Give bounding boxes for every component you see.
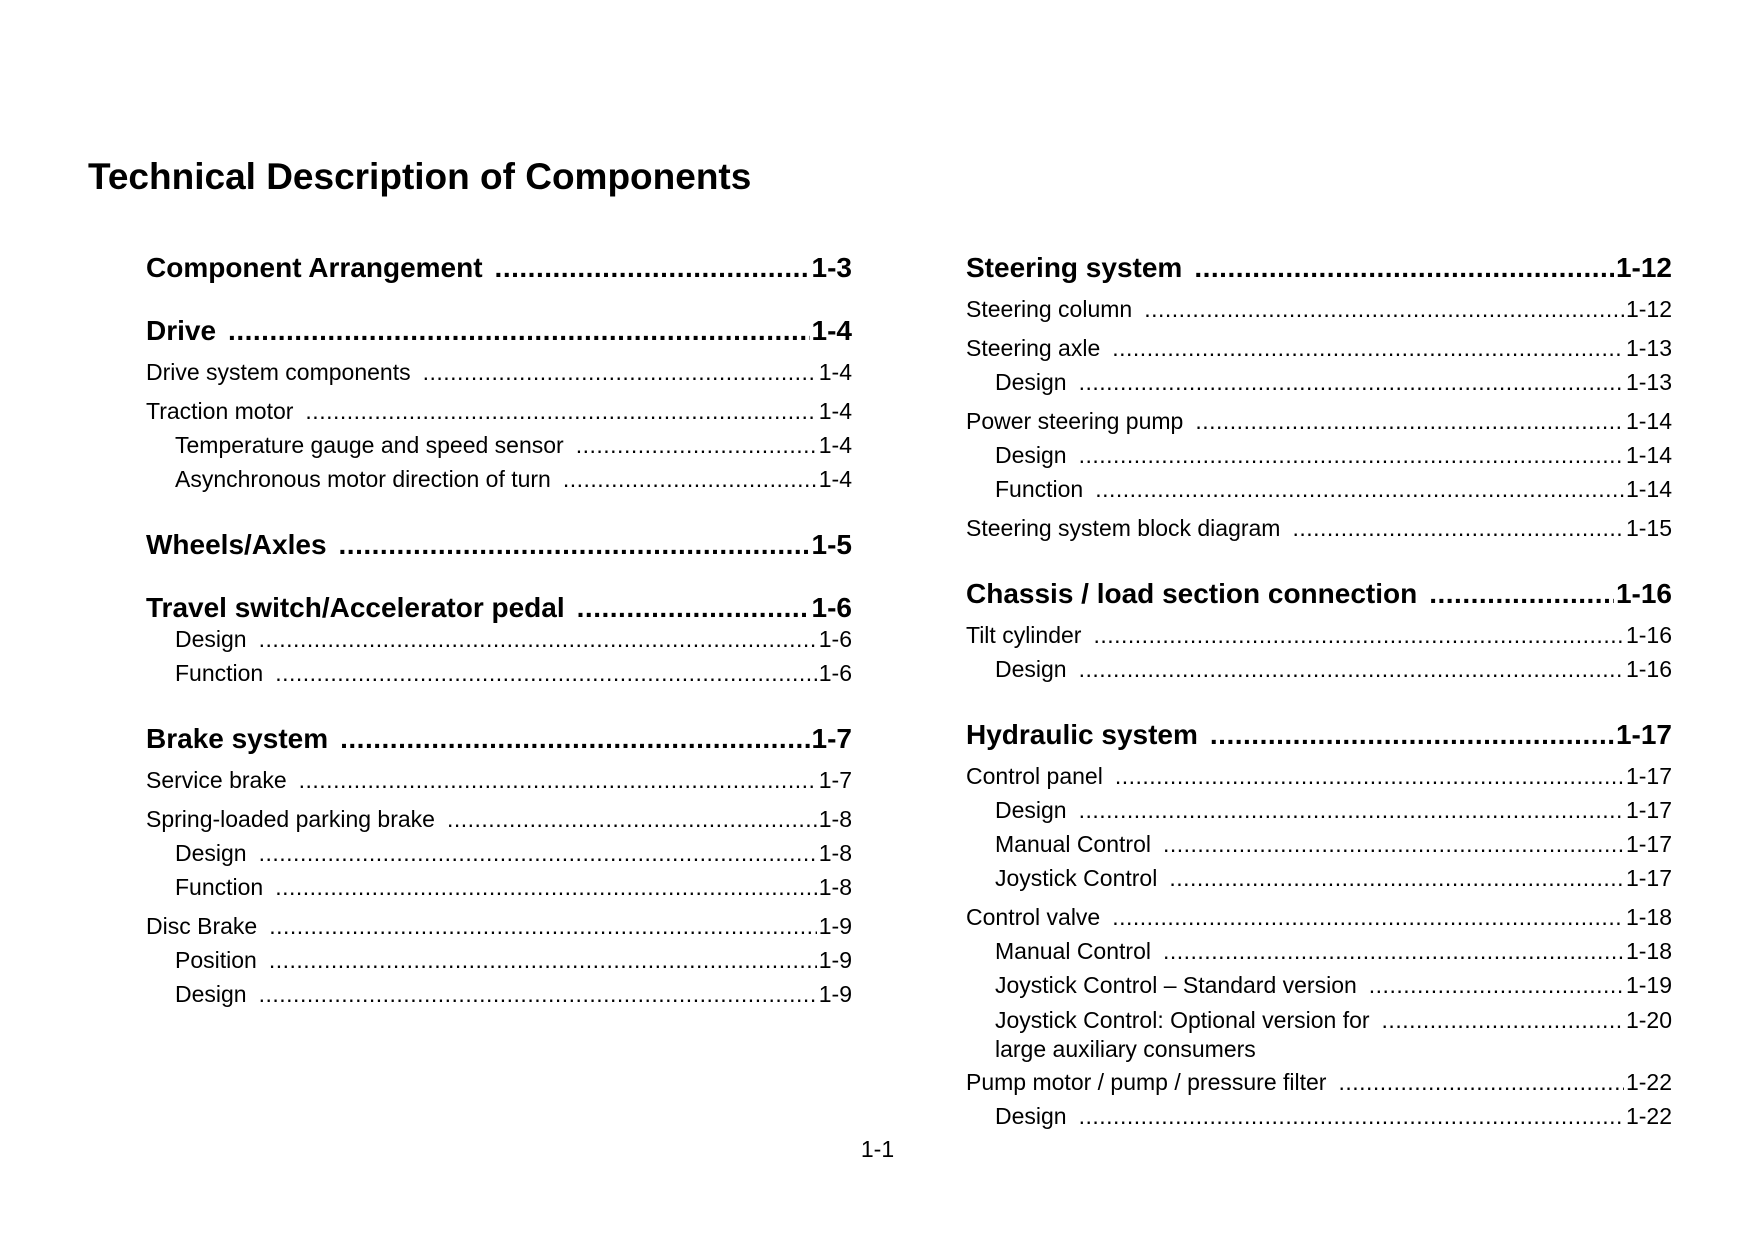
dot-leader (1292, 515, 1623, 542)
toc-entry[interactable] (146, 626, 852, 660)
toc-entry-page: 1-7 (811, 723, 852, 754)
toc-entry[interactable] (146, 767, 852, 801)
toc-entry-title: Drive system components (146, 359, 411, 385)
dot-leader (269, 913, 817, 940)
toc-entry-page: 1-4 (811, 315, 852, 346)
toc-entry[interactable] (146, 981, 852, 1015)
toc-entry-title: Design (175, 626, 247, 652)
toc-entry-page: 1-9 (818, 981, 852, 1007)
dot-leader (1338, 1069, 1623, 1096)
toc-entry-title: Control valve (966, 904, 1101, 930)
toc-entry-title-line2: large auxiliary consumers (995, 1036, 1256, 1062)
toc-entry-title: Temperature gauge and speed sensor (175, 432, 564, 458)
toc-entry-page: 1-16 (1615, 578, 1672, 609)
dot-leader (1079, 656, 1624, 683)
toc-entry-page: 1-8 (818, 874, 852, 900)
toc-left-column (146, 252, 852, 1015)
toc-entry-title: Design (995, 1103, 1067, 1129)
toc-entry-title: Power steering pump (966, 408, 1184, 434)
dot-leader (576, 432, 817, 459)
toc-entry-page: 1-14 (1625, 442, 1672, 468)
dot-leader (1115, 763, 1624, 790)
toc-entry-page: 1-12 (1625, 296, 1672, 322)
toc-entry-title: Hydraulic system (966, 719, 1198, 750)
dot-leader (269, 947, 817, 974)
toc-entry-title: Tilt cylinder (966, 622, 1082, 648)
dot-leader (259, 840, 817, 867)
dot-leader (447, 806, 817, 833)
toc-entry-title: Function (175, 874, 264, 900)
toc-entry[interactable] (966, 622, 1672, 656)
toc-entry-title: Function (995, 476, 1084, 502)
dot-leader (1079, 797, 1624, 824)
dot-leader (275, 660, 817, 687)
dot-leader (339, 529, 810, 561)
toc-entry[interactable] (146, 947, 852, 981)
toc-entry-title: Travel switch/Accelerator pedal (146, 592, 565, 623)
dot-leader (1382, 1007, 1624, 1034)
toc-entry[interactable] (146, 806, 852, 840)
dot-leader (1169, 865, 1624, 892)
toc-entry[interactable] (146, 660, 852, 694)
toc-entry-page: 1-4 (818, 466, 852, 492)
toc-entry-title: Steering system block diagram (966, 515, 1281, 541)
toc-entry-page: 1-4 (818, 359, 852, 385)
toc-entry-page: 1-13 (1625, 369, 1672, 395)
toc-entry[interactable] (966, 335, 1672, 369)
toc-entry[interactable] (966, 656, 1672, 690)
dot-leader (228, 315, 809, 347)
toc-entry-title: Design (175, 981, 247, 1007)
dot-leader (1210, 719, 1614, 751)
dot-leader (423, 359, 817, 386)
dot-leader (563, 466, 817, 493)
dot-leader (1093, 622, 1624, 649)
toc-entry-title-wrap (995, 1006, 1370, 1064)
toc-entry[interactable] (146, 874, 852, 908)
toc-entry-title: Spring-loaded parking brake (146, 806, 435, 832)
dot-leader (1429, 578, 1614, 610)
toc-entry[interactable] (146, 466, 852, 500)
toc-entry-page: 1-15 (1625, 515, 1672, 541)
toc-entry-title: Pump motor / pump / pressure filter (966, 1069, 1327, 1095)
page-number: 1-1 (860, 1136, 895, 1162)
toc-entry-page: 1-16 (1625, 622, 1672, 648)
toc-entry[interactable] (966, 938, 1672, 972)
toc-entry-title: Design (175, 840, 247, 866)
toc-entry-page: 1-4 (818, 398, 852, 424)
toc-entry-page: 1-8 (818, 806, 852, 832)
toc-entry[interactable] (146, 529, 852, 563)
dot-leader (1144, 296, 1624, 323)
toc-entry[interactable] (146, 398, 852, 432)
toc-entry[interactable] (146, 432, 852, 466)
dot-leader (1079, 442, 1624, 469)
toc-entry-title: Service brake (146, 767, 287, 793)
toc-entry-title: Manual Control (995, 938, 1151, 964)
toc-entry-title: Steering axle (966, 335, 1101, 361)
toc-entry-title: Brake system (146, 723, 329, 754)
dot-leader (1112, 904, 1624, 931)
dot-leader (1163, 831, 1624, 858)
toc-entry-page: 1-12 (1615, 252, 1672, 283)
toc-entry[interactable] (966, 904, 1672, 938)
toc-entry-page: 1-22 (1625, 1103, 1672, 1129)
dot-leader (1369, 972, 1624, 999)
dot-leader (275, 874, 817, 901)
toc-entry-page: 1-13 (1625, 335, 1672, 361)
toc-entry-title: Design (995, 442, 1067, 468)
toc-entry-title: Joystick Control: Optional version for (995, 1007, 1370, 1033)
dot-leader (1195, 408, 1624, 435)
toc-entry-title: Position (175, 947, 257, 973)
toc-entry-page: 1-6 (818, 626, 852, 652)
toc-entry-title: Function (175, 660, 264, 686)
toc-entry-title: Component Arrangement (146, 252, 483, 283)
toc-entry[interactable] (146, 315, 852, 349)
toc-entry[interactable] (146, 359, 852, 393)
toc-entry-title: Joystick Control (995, 865, 1158, 891)
toc-entry[interactable] (966, 442, 1672, 476)
toc-entry-page: 1-14 (1625, 476, 1672, 502)
toc-entry-page: 1-4 (818, 432, 852, 458)
toc-entry-title: Design (995, 369, 1067, 395)
toc-entry[interactable] (146, 592, 852, 626)
toc-entry-page: 1-5 (811, 529, 852, 560)
toc-entry[interactable] (966, 1103, 1672, 1137)
toc-entry-page: 1-18 (1625, 904, 1672, 930)
toc-entry-page: 1-17 (1625, 797, 1672, 823)
dot-leader (305, 398, 816, 425)
toc-entry[interactable] (146, 913, 852, 947)
dot-leader (1079, 369, 1624, 396)
toc-entry[interactable] (966, 972, 1672, 1006)
toc-entry-page: 1-6 (818, 660, 852, 686)
dot-leader (299, 767, 817, 794)
toc-entry[interactable] (146, 252, 852, 286)
toc-entry-page: 1-8 (818, 840, 852, 866)
toc-entry-title: Design (995, 797, 1067, 823)
toc-entry-title: Disc Brake (146, 913, 258, 939)
toc-entry-title: Steering column (966, 296, 1133, 322)
toc-entry-page: 1-17 (1625, 831, 1672, 857)
toc-entry-title: Steering system (966, 252, 1183, 283)
toc-entry-title: Manual Control (995, 831, 1151, 857)
toc-entry-page: 1-22 (1625, 1069, 1672, 1095)
toc-entry[interactable] (966, 1069, 1672, 1103)
toc-entry[interactable] (966, 719, 1672, 753)
toc-entry[interactable] (966, 578, 1672, 612)
dot-leader (340, 723, 809, 755)
toc-entry-title: Asynchronous motor direction of turn (175, 466, 551, 492)
dot-leader (259, 626, 817, 653)
toc-entry-page: 1-16 (1625, 656, 1672, 682)
page-title: Technical Description of Components (88, 156, 752, 197)
toc-entry-title: Chassis / load section connection (966, 578, 1418, 609)
toc-entry-page: 1-17 (1625, 865, 1672, 891)
toc-entry[interactable] (966, 865, 1672, 899)
toc-entry-page: 1-17 (1625, 763, 1672, 789)
toc-right-column (966, 252, 1672, 1137)
toc-entry[interactable] (146, 723, 852, 757)
toc-entry[interactable] (966, 831, 1672, 865)
toc-entry-page: 1-9 (818, 913, 852, 939)
toc-entry-title: Drive (146, 315, 217, 346)
dot-leader (495, 252, 810, 284)
toc-entry-title: Control panel (966, 763, 1103, 789)
toc-entry[interactable] (966, 369, 1672, 403)
toc-entry-page: 1-14 (1625, 408, 1672, 434)
toc-entry-page: 1-20 (1625, 1007, 1672, 1033)
toc-entry-title: Traction motor (146, 398, 294, 424)
toc-entry-page: 1-7 (818, 767, 852, 793)
toc-entry-page: 1-19 (1625, 972, 1672, 998)
toc-entry-page: 1-9 (818, 947, 852, 973)
toc-entry-title: Design (995, 656, 1067, 682)
dot-leader (1079, 1103, 1624, 1130)
toc-entry-page: 1-18 (1625, 938, 1672, 964)
toc-entry[interactable] (966, 476, 1672, 510)
dot-leader (577, 592, 810, 624)
toc-entry[interactable] (966, 252, 1672, 286)
toc-entry-title: Joystick Control – Standard version (995, 972, 1357, 998)
dot-leader (1095, 476, 1624, 503)
dot-leader (1163, 938, 1624, 965)
dot-leader (1194, 252, 1614, 284)
toc-entry-title: Wheels/Axles (146, 529, 327, 560)
toc-entry-page: 1-3 (811, 252, 852, 283)
toc-entry[interactable] (146, 840, 852, 874)
toc-entry[interactable] (966, 515, 1672, 549)
toc-entry-page: 1-17 (1615, 719, 1672, 750)
dot-leader (259, 981, 817, 1008)
toc-entry[interactable] (966, 296, 1672, 330)
toc-entry-page: 1-6 (811, 592, 852, 623)
toc-entry[interactable] (966, 797, 1672, 831)
dot-leader (1112, 335, 1624, 362)
toc-entry[interactable] (966, 408, 1672, 442)
toc-entry[interactable] (966, 1006, 1672, 1064)
toc-entry[interactable] (966, 763, 1672, 797)
